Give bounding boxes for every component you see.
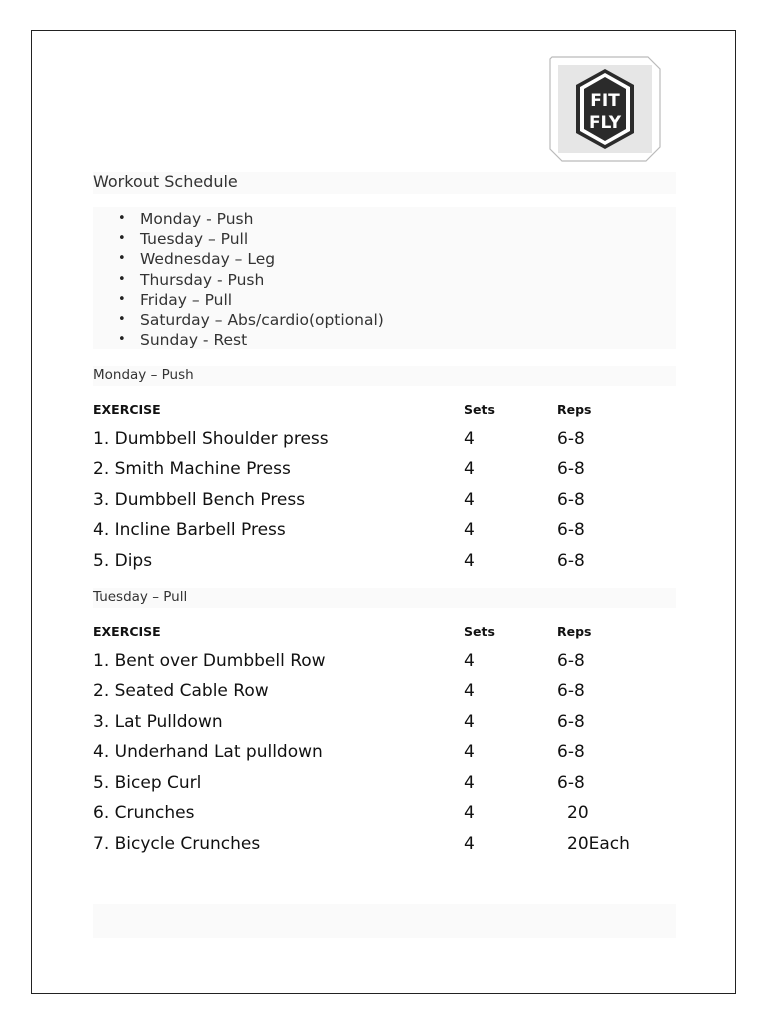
- exercise-cell: 4. Incline Barbell Press: [93, 520, 286, 540]
- table-row: [32, 773, 735, 803]
- reps-cell: 20Each: [567, 834, 630, 854]
- logo-text-line-2: FLY: [588, 113, 622, 133]
- bullet-icon: •: [118, 211, 126, 226]
- reps-cell: 20: [567, 803, 589, 823]
- table-row: [32, 712, 735, 742]
- sets-cell: 4: [464, 681, 475, 701]
- bullet-icon: •: [118, 251, 126, 267]
- monday-heading: Monday – Push: [93, 367, 194, 383]
- table-row: [32, 803, 735, 833]
- document-title: Workout Schedule: [93, 172, 238, 191]
- monday-header-exercise: EXERCISE: [93, 402, 161, 417]
- reps-cell: 6-8: [557, 520, 585, 540]
- exercise-cell: 2. Seated Cable Row: [93, 681, 269, 701]
- exercise-cell: 2. Smith Machine Press: [93, 459, 291, 479]
- tuesday-header-sets: Sets: [464, 624, 495, 639]
- reps-cell: 6-8: [557, 712, 585, 732]
- exercise-cell: 5. Bicep Curl: [93, 773, 202, 793]
- table-row: [32, 429, 735, 459]
- schedule-item: • Wednesday – Leg: [118, 250, 276, 269]
- exercise-cell: 7. Bicycle Crunches: [93, 834, 261, 854]
- fit-fly-logo: [548, 55, 662, 163]
- table-row: [32, 742, 735, 772]
- table-row: [32, 551, 735, 581]
- sets-cell: 4: [464, 520, 475, 540]
- bullet-icon: •: [118, 312, 126, 328]
- reps-cell: 6-8: [557, 551, 585, 571]
- bullet-icon: •: [118, 271, 126, 287]
- sets-cell: 4: [464, 834, 475, 854]
- table-row: [32, 681, 735, 711]
- sets-cell: 4: [464, 651, 475, 671]
- exercise-cell: 6. Crunches: [93, 803, 195, 823]
- exercise-cell: 4. Underhand Lat pulldown: [93, 742, 323, 762]
- bullet-icon: •: [118, 231, 126, 247]
- schedule-item: • Thursday - Push: [118, 270, 265, 289]
- tuesday-header-exercise: EXERCISE: [93, 624, 161, 639]
- logo-text-line-1: FIT: [590, 91, 620, 111]
- reps-cell: 6-8: [557, 459, 585, 479]
- exercise-cell: 1. Dumbbell Shoulder press: [93, 429, 329, 449]
- schedule-item: • Saturday – Abs/cardio(optional): [118, 311, 384, 330]
- reps-cell: 6-8: [557, 490, 585, 510]
- bullet-icon: •: [118, 332, 126, 348]
- schedule-item: • Friday – Pull: [118, 290, 233, 309]
- table-row: [32, 834, 735, 864]
- table-row: [32, 490, 735, 520]
- exercise-cell: 5. Dips: [93, 551, 153, 571]
- reps-cell: 6-8: [557, 681, 585, 701]
- bullet-icon: •: [118, 291, 126, 307]
- sets-cell: 4: [464, 803, 475, 823]
- sets-cell: 4: [464, 490, 475, 510]
- tuesday-header-reps: Reps: [557, 624, 592, 639]
- weekly-schedule-list: [118, 209, 384, 350]
- reps-cell: 6-8: [557, 429, 585, 449]
- table-row: [32, 459, 735, 489]
- sets-cell: 4: [464, 429, 475, 449]
- reps-cell: 6-8: [557, 773, 585, 793]
- reps-cell: 6-8: [557, 651, 585, 671]
- footer-band: [93, 904, 676, 938]
- exercise-cell: 3. Lat Pulldown: [93, 712, 223, 732]
- sets-cell: 4: [464, 773, 475, 793]
- tuesday-heading: Tuesday – Pull: [93, 589, 188, 605]
- document-page: [31, 30, 736, 994]
- sets-cell: 4: [464, 712, 475, 732]
- table-row: [32, 520, 735, 550]
- sets-cell: 4: [464, 742, 475, 762]
- sets-cell: 4: [464, 459, 475, 479]
- monday-header-reps: Reps: [557, 402, 592, 417]
- table-row: [32, 651, 735, 681]
- schedule-item: • Monday - Push: [118, 210, 254, 228]
- sets-cell: 4: [464, 551, 475, 571]
- monday-header-sets: Sets: [464, 402, 495, 417]
- exercise-cell: 3. Dumbbell Bench Press: [93, 490, 306, 510]
- reps-cell: 6-8: [557, 742, 585, 762]
- schedule-item: • Tuesday – Pull: [118, 230, 249, 249]
- schedule-item: • Sunday - Rest: [118, 331, 248, 350]
- exercise-cell: 1. Bent over Dumbbell Row: [93, 651, 326, 671]
